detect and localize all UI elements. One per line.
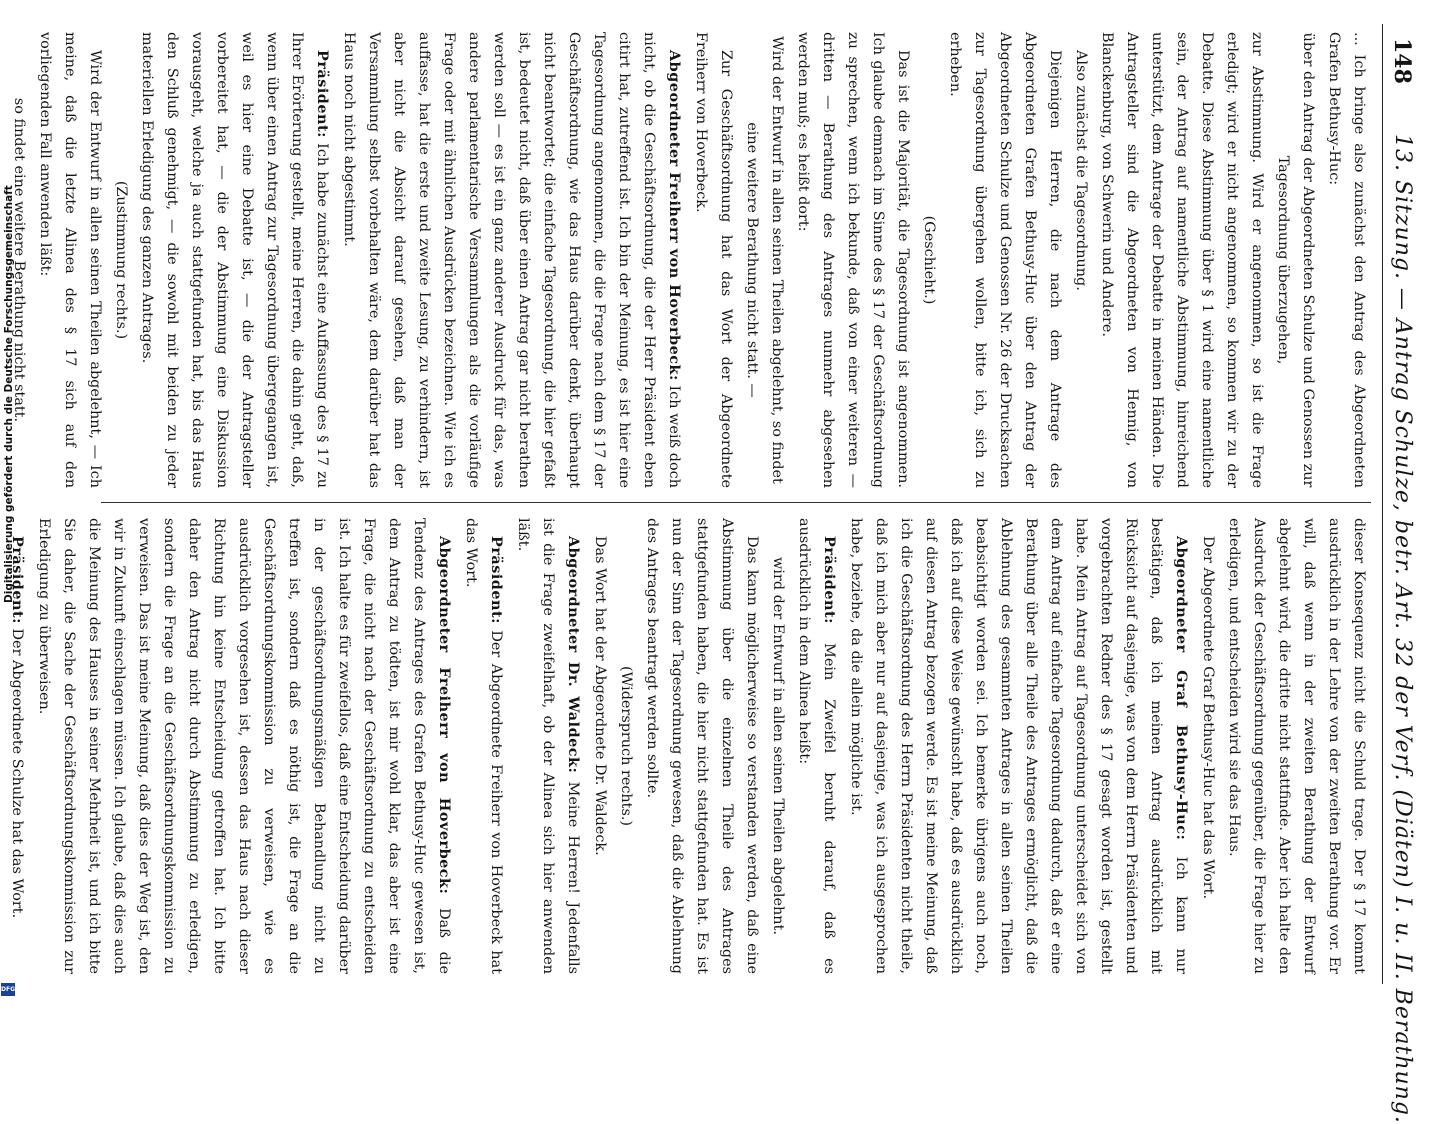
paragraph: Das kann möglicherweise so verstanden werden, daß eine Abstimmung über die einzelnen Theile des Antrages stattgefunden haben, die hier nicht stattgefunden hat. Es ist nun der Sinn der Tagesordnung gewesen, daß die Ablehnung des Antrages beantragt werden sollte.: [644, 518, 760, 974]
rule-quote: Wird der Entwurf in allen seinen Theilen abgelehnt, so findet eine weitere Berathung nicht statt. —: [744, 36, 785, 484]
speaker-name: Präsident:: [821, 536, 838, 624]
stage-direction: (Geschieht.): [921, 215, 937, 305]
speaker-name: Präsident:: [488, 536, 505, 624]
right-column: [9, 518, 1371, 974]
speaker-name: Abgeordneter Freiherr von Hoverbeck:: [666, 50, 683, 381]
speech-paragraph: Abgeordneter Freiherr von Hoverbeck: Ich weiß doch nicht, ob die Geschäftsordnung, die der Herr Präsident eben citirt hat, zutreffend ist. Ich bin der Meinung, es ist hier eine Tagesordnung angenommen, die die Frage nach dem § 17 der Geschäftsordnung, wie das Haus darüber denkt, überhaupt nicht beantwortet; die einfache Tagesordnung, die hier gefaßt ist, bedeutet nicht, daß über einen Antrag gar nicht berathen werden soll — es ist ein ganz anderer Ausdruck für das, was andere parlamentarische Versammlungen als die vorläufige Frage oder mit ähnlichen Ausdrücken bezeichnen. Wie ich es auffasse, hat die erste und zweite Lesung, zu verhindern, ist aber nicht die Absicht darauf gesehen, daß man der Versammlung selbst vorbehalten wäre, dem darüber hat das Haus noch nicht abgestimmt.: [341, 32, 683, 488]
paragraph: Also zunächst die Tagesordnung.: [1073, 50, 1089, 291]
speech-paragraph: Präsident: Der Abgeordnete Freiherr von Hoverbeck hat das Wort.: [463, 518, 505, 974]
paragraph: Diejenigen Herren, die nach dem Antrage des Abgeordneten Grafen Bethusy-Huc über den Antrag der Abgeordneten Schulze und Genossen Nr. 26 der Drucksachen zur Tagesordnung übergehen wollen, bitte ich, sich zu erheben.: [947, 32, 1063, 488]
rule-quote: so findet eine weitere Berathung nicht statt.: [11, 97, 27, 423]
left-column: [11, 32, 1371, 488]
speech-paragraph: Abgeordneter Freiherr von Hoverbeck: Daß die Tendenz des Antrages des Grafen Bethusy-Huc gewesen ist, dem Antrag zu tödten, ist mir wohl klar, das aber ist eine Frage, die nicht nach der Geschäftsordnung zu entscheiden ist. Ich halte es für zweifellos, daß eine Entscheidung darüber in der geschäftsordnungsmäßigen Behandlung nicht zu treffen ist, sondern daß es nöthig ist, die Frage an die Geschäftsordnungskommission zu verweisen, wie es ausdrücklich vorgesehen ist, dessen das Haus nach dieser Richtung hin keine Entscheidung getroffen hat. Ich bitte daher den Antrag nicht durch Abstimmung zu erledigen, sondern die Frage an die Geschäftsordnungskommission zu verweisen. Das ist meine Meinung, daß dies der Weg ist, den wir in Zukunft einschlagen müssen. Ich glaube, daß dies auch die Meinung des Hauses in seiner Mehrheit ist, und ich bitte Sie daher, die Sache der Geschäftsordnungskommission zur Erledigung zu überweisen.: [36, 518, 453, 974]
column-divider: [101, 502, 1371, 503]
paragraph: Das Wort hat der Abgeordnete Dr. Waldeck.: [592, 536, 608, 856]
running-header: [1382, 24, 1417, 1124]
speech-paragraph: Abgeordneter Dr. Waldeck: Meine Herren! Jedenfalls ist die Frage zweifelhaft, ob der Alinea sich hier anwenden läßt.: [515, 518, 582, 974]
running-title: 13. Sitzung. — Antrag Schulze, betr. Art. 32 der Verf. (Diäten) I. u. II. Berathung.: [1390, 134, 1415, 1124]
speaker-name: Präsident:: [314, 50, 331, 138]
paragraph: zur Abstimmung. Wird er angenommen, so ist die Frage erledigt; wird er nicht angenommen, so kommen wir zu der Debatte. Diese Abstimmung über § 1 wird eine namentliche sein, der Antrag auf namentliche Abstimmung, hinreichend unterstützt, dem Antrage der Debatte in meinen Händen. Die Antragsteller sind die Abgeordneten von Hennig, von Blanckenburg, von Schwerin und Andere.: [1099, 32, 1265, 488]
speaker-name: Abgeordneter Freiherr von Hoverbeck:: [436, 536, 453, 895]
paragraph: dieser Konsequenz nicht die Schuld trage. Der § 17 kommt ausdrücklich in der Lehre von der zweiten Berathung vor. Er will, daß wenn in der zweiten Berathung der Entwurf abgelehnt wird, die dritte nicht stattfinde. Aber ich halte den Ausdruck der Geschäftsordnung gegenüber, die Frage hier zu erledigen, und entscheiden wird sie das Haus.: [1226, 518, 1367, 974]
speaker-name: Abgeordneter Graf Bethusy-Huc:: [1173, 536, 1190, 841]
stage-direction: (Zustimmung rechts.): [113, 180, 129, 340]
speech-paragraph: Präsident: Der Abgeordnete Schulze hat das Wort.: [9, 536, 26, 919]
stage-direction: (Widerspruch rechts.): [618, 665, 634, 827]
funding-credit: Digitalisierung gefördert durch die Deutsche Forschungsgemeinschaft: [3, 185, 15, 603]
speech-paragraph: Abgeordneter Graf Bethusy-Huc: Ich kann nur bestätigen, daß ich meinen Antrag ausdrücklich mit Rücksicht auf dasjenige, was von dem Herrn Präsidenten und vorgebrachten Redner des § 17 gesagt worden ist, gestellt habe. Mein Antrag auf Tagesordnung unterscheidet sich von dem Antrag auf einfache Tagesordnung dadurch, daß er eine Berathung über alle Theile des Antrages ermöglicht, daß die Ablehnung des gesammten Antrages in allen seinen Theilen beabsichtigt worden sei. Ich bemerke übrigens auch noch, daß ich auf diese Weise gewünscht habe, daß es ausdrücklich auf diesen Antrag bezogen werde. Es ist meine Meinung, daß ich die Geschäftsordnung des Herrn Präsidenten nicht theile, daß ich mich aber nur auf dasjenige, was ich ausgesprochen habe, beziehe, da die allein mögliche ist.: [848, 518, 1190, 974]
paragraph: Das ist die Majorität, die Tagesordnung ist angenommen. Ich glaube demnach im Sinne des § 17 der Geschäftsordnung zu sprechen, wenn ich bekunde, daß von einer weiteren — dritten — Berathung des Antrages nunmehr abgesehen werden muß; es heißt dort:: [795, 32, 911, 488]
speaker-name: Präsident:: [9, 536, 26, 624]
motion-quote: über den Antrag der Abgeordneten Schulze und Genossen zur Tagesordnung überzugehen,: [1275, 32, 1316, 488]
paragraph: Zur Geschäftsordnung hat das Wort der Abgeordnete Freiherr von Hoverbeck.: [693, 32, 734, 488]
speaker-name: Abgeordneter Dr. Waldeck:: [565, 536, 582, 774]
paragraph: Wird der Entwurf in allen seinen Theilen abgelehnt, — Ich meine, daß die letzte Alinea des § 17 sich auf den vorliegenden Fall anwenden läßt:: [37, 32, 103, 488]
rule-quote: wird der Entwurf in allen seinen Theilen abgelehnt.: [770, 557, 786, 935]
speaker-name: [0, 50, 1, 450]
speech-paragraph: Präsident: Mein Zweifel beruht darauf, daß es ausdrücklich in dem Alinea heißt:: [796, 518, 838, 974]
dfg-logo: DFG: [1, 983, 15, 996]
page-number: 148: [1389, 38, 1415, 84]
paragraph: Der Abgeordnete Graf Bethusy-Huc hat das Wort.: [1200, 536, 1216, 900]
speech-paragraph: Präsident: Ich habe zunächst eine Auffassung des § 17 zu Ihrer Erörterung gestellt, meine Herren, die dahin geht, daß, wenn über einen Antrag zur Tagesordnung übergegangen ist, weil es hier eine Debatte ist, — die der Antragsteller vorbereitet hat, — die der Abstimmung eine Diskussion vorausgeht, welche ja auch stattgefunden hat, bis das Haus den Schluß genehmigt, — die sowohl mit beiden zu jeder materiellen Erledigung des ganzen Antrages.: [139, 32, 331, 488]
paragraph: ... Ich bringe also zunächst den Antrag des Abgeordneten Grafen Bethusy-Huc:: [1326, 32, 1367, 488]
